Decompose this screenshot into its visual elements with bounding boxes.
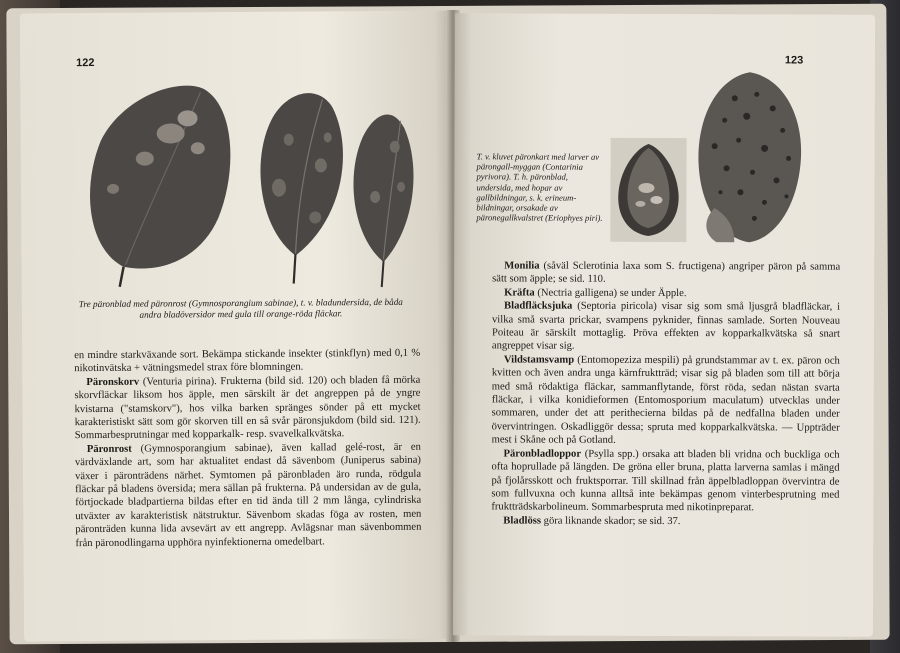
paragraph-heading: Bladfläcksjuka (504, 300, 573, 312)
paragraph-heading: Monilia (504, 260, 540, 272)
leaf-upperside-2 (353, 114, 414, 287)
leaf-underside-rust (89, 85, 231, 287)
paragraph (492, 259, 840, 287)
paragraph-body: (Entomopeziza mespili) på grundstammar av t. ex. päron och kvitten och även andra unga kärnfruktträd; visar sig på bladen som till att börja med små rödaktiga fläckar, sammanflytande, först röda, sedan nästan svarta fläckar, i vilka konidieformen (Entomosporium maculatum) utvecklas under sommaren, under det att perithecierna bildas på de nedfallna bladen under övervintringen. Oskadliggör dessa; spruta med kopparkalkvätska. — Uppträder mest i Skåne och på Gotland. (491, 354, 840, 447)
pear-leaves-figure (82, 77, 423, 289)
leaf-upperside-1 (260, 93, 344, 284)
paragraph-heading: Vildstamsvamp (503, 354, 575, 366)
paragraph-body: (Gymnosporangium sabinae), även kallad gelé-rost, är en värdväxlande art, som har aktualitet endast då sävenbom (Juniperus sabina) växer i päronträdens närhet. Symtomen på päronbladen äro runda, rödgula fläckar på bladens översida; mera sällan på frukterna. På undersidan av de gula, förtjockade bladpartierna bildas efter en tid ända till 2 mm långa, cylindriska utväxter av karakteristisk nätstruktur. Sävenbom skadas föga av rosten, men päronträden kunna lida avsevärt av ett angrepp. Avlägsnar man sävenbommen från päronodlingarna upphöra nyinfektionerna omedelbart. (74, 441, 422, 549)
paragraph-body: (Septoria piricola) visar sig som små ljusgrå bladfläckar, i vilka små svarta prickar, svampens pyknider, finnas samlade. Sorten Nouveau Poiteau är särskilt mottaglig. Pröva effekten av kopparkalkvätska så snart angreppet visar sig. (491, 300, 841, 353)
page-number-left: 122 (76, 56, 95, 70)
paragraph (491, 447, 839, 515)
paragraph (492, 353, 840, 448)
paragraph (75, 441, 422, 551)
body-text-right (491, 259, 840, 528)
paragraph-body: en mindre starkväxande sort. Bekämpa stickande insekter (stinkflyn) med 0,1 % nikotinvätska + vätningsmedel strax före blomningen. (74, 347, 421, 375)
paragraph-heading: Päronrost (86, 443, 132, 455)
paragraph (491, 514, 839, 529)
page-number-right: 123 (784, 54, 804, 67)
paragraph (74, 374, 420, 443)
paragraph-body: (Venturia pirina). Frukterna (bild sid. 120) och bladen få mörka skorvfläckar liksom hos äpple, men särskilt är det angreppen på de yngre kvistarna ("stamskorv"), hos vilka barken spränges sönder på ett mycket karakteristiskt sätt som gör skorven till en så svår päronsjukdom (bild sid. 121). Sommarbesprutningar med kopparkalk- resp. svavelkalkvätska. (74, 374, 421, 442)
split-pear-photo (610, 138, 686, 242)
paragraph-heading: Päronbladloppor (503, 448, 582, 460)
paragraph (74, 347, 420, 376)
paragraph-heading: Bladlöss (503, 515, 542, 527)
paragraph-body: (Psylla spp.) orsaka att bladen bli vridna och buckliga och ofta hoprullade på längden. De gröna eller bruna, platta larverna samlas i mängd på fjolårsskott och fruktsporrar. Till skillnad från äppelbladloppan övervintra de som fullvuxna och kunna alltså inte bekämpas genom vinterbesprutning med fruktträdskarbolineum. Sommarbespruta med nikotinpreparat. (491, 448, 840, 514)
figure-caption-right: T. v. kluvet päronkart med larver av pärongall-myggan (Contarinia pyrivora). T. h. päronblad, undersida, med hopar av gallbildningar, s. k. erineum-bildningar, orsakade av päronegallkvalstret (Eriophyes piri). (476, 151, 603, 224)
paragraph (492, 286, 840, 301)
gall-leaf-photo (694, 68, 805, 244)
paragraph-body: (Nectria galligena) se under Äpple. (534, 287, 687, 299)
paragraph-body: göra liknande skador; se sid. 37. (540, 515, 681, 527)
figure-caption-left: Tre päronblad med päronrost (Gymnosporangium sabinae), t. v. bladundersida, de båda andra bladöversidor med gula till orange-röda fläckar. (78, 296, 403, 320)
right-page (453, 13, 875, 636)
left-page (20, 10, 456, 641)
paragraph-heading: Kräfta (504, 287, 535, 299)
paragraph (492, 300, 840, 355)
body-text-left (74, 347, 421, 551)
paragraph-heading: Päronskorv (86, 376, 140, 388)
paragraph-body: (såväl Sclerotinia laxa som S. fructigena) angriper päron på samma sätt som äpple; se sid. 110. (492, 260, 841, 286)
